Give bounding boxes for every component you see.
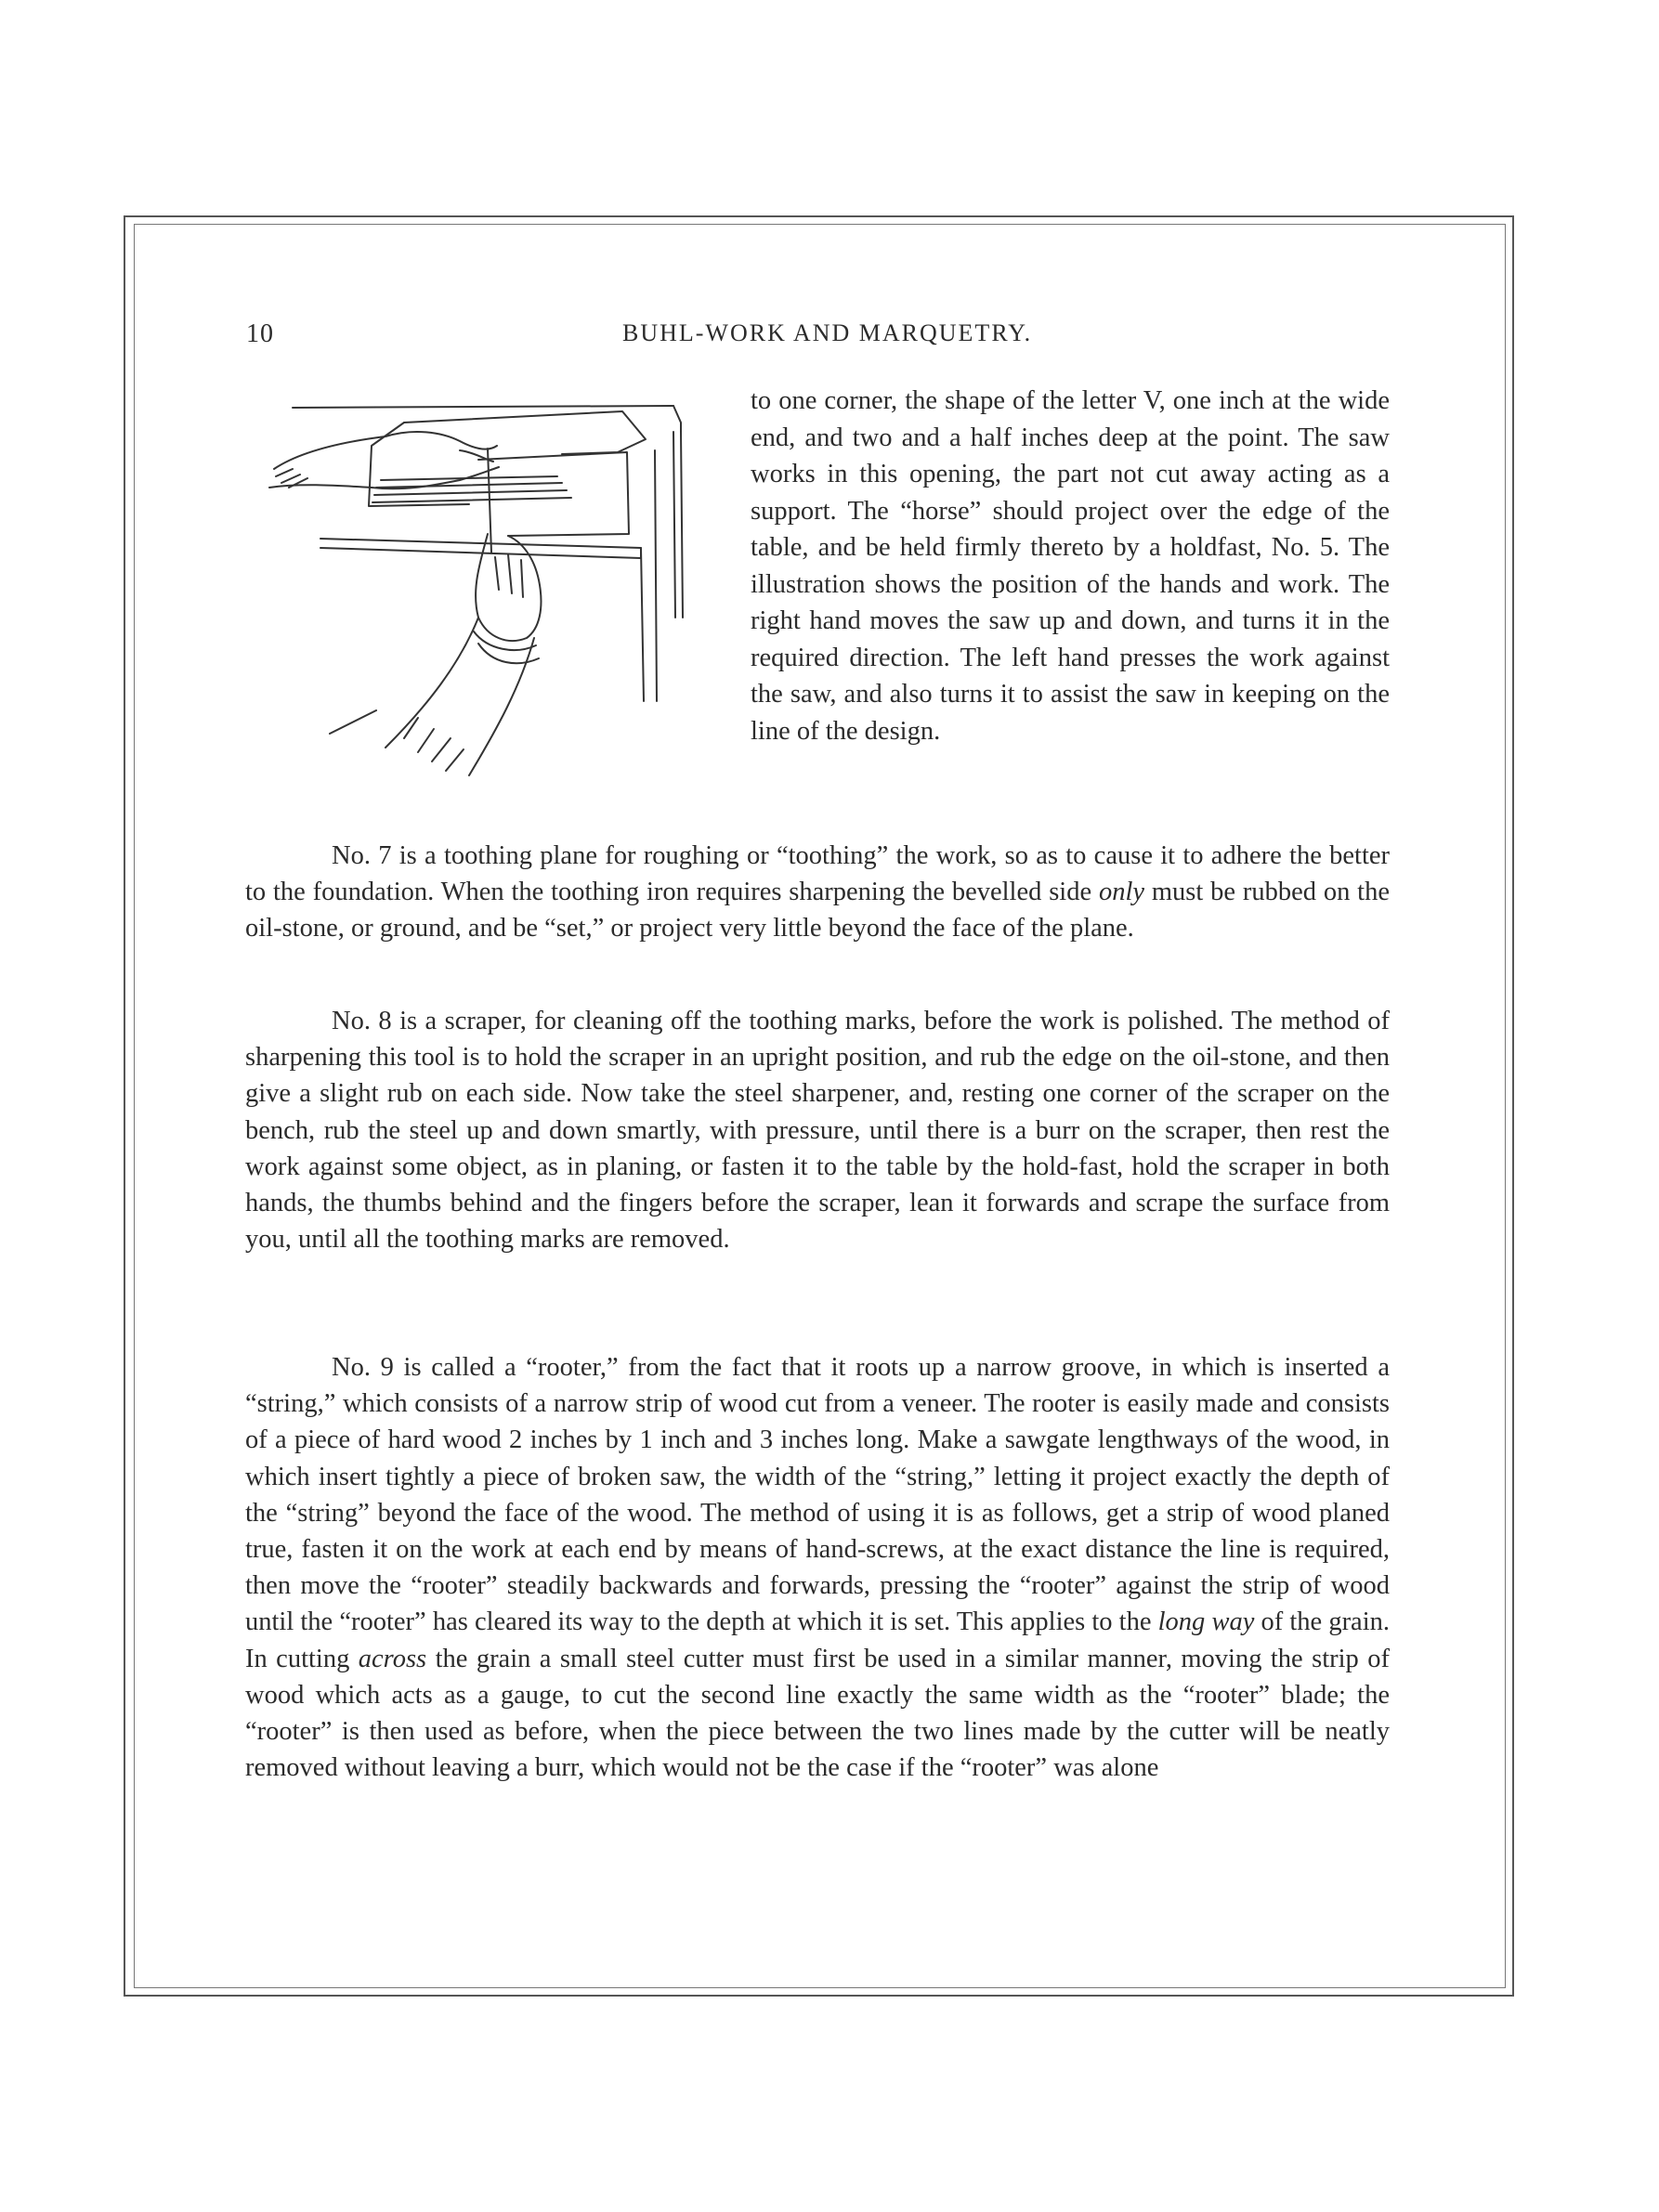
emphasis-text: long way bbox=[1157, 1607, 1255, 1637]
paragraph-scraper: No. 8 is a scraper, for cleaning off the toothing marks, before the work is polished. The method of sharpening this tool is to hold the scraper in an upright position, and rub the edge on the oil-stone, and then give a slight rub on each side. Now take the steel sharpener, and, resting one corner of the scraper on the bench, rub the steel up and down smartly, with pressure, until there is a burr on the scraper, then rest the work against some object, as in planing, or fasten it to the table by the hold-fast, hold the scraper in both hands, the thumbs behind and the fingers before the scraper, lean it forwards and scrape the surface from you, until all the toothing marks are removed. bbox=[245, 1007, 1390, 1255]
emphasis-text: only bbox=[1098, 878, 1145, 907]
fretsaw-horse-illustration-icon bbox=[265, 395, 701, 803]
paragraph-text: must be rubbed on the oil-stone, or ground, and be “set,” or project very little beyond the face of the plane. bbox=[245, 878, 1390, 943]
emphasis-text: across bbox=[358, 1644, 427, 1673]
paragraph-text: No. 7 is a toothing plane for roughing or “toothing” the work, so as to cause it to adhere the better to the foundation. When the toothing iron requires sharpening the bevelled side bbox=[245, 841, 1390, 907]
intro-text: to one corner, the shape of the letter V, one inch at the wide end, and two and a half inches deep at the point. The saw works in this opening, the part not cut away acting as a support. The “horse” should project over the edge of the table, and be held firmly thereto by a holdfast, No. 5. The illustration shows the position of the hands and work. The right hand moves the saw up and down, and turns it in the required direction. The left hand presses the work against the saw, and also turns it to assist the saw in keeping on the line of the design. bbox=[751, 386, 1390, 746]
paragraph-text: No. 9 is called a “rooter,” from the fact that it roots up a narrow groove, in which is inserted a “string,” which consists of a narrow strip of wood cut from a veneer. The rooter is easily made and consists of a piece of hard wood 2 inches by 1 inch and 3 inches long. Make a sawgate lengthways of the wood, in which insert tightly a piece of broken saw, the width of the “string,” letting it project exactly the depth of the “string” beyond the face of the wood. The method of using it is as follows, get a strip of wood planed true, fasten it on the work at each end by means of hand-screws, at the exact distance the line is required, then move the “rooter” steadily backwards and forwards, pressing the “rooter” against the strip of wood until the “rooter” has cleared its way to the depth at which it is set. This applies to the bbox=[245, 1353, 1390, 1637]
running-head: BUHL-WORK AND MARQUETRY. bbox=[622, 319, 1033, 346]
paragraph-rooter bbox=[245, 1349, 1390, 1786]
paragraph-text: the grain a small steel cutter must first be used in a similar manner, moving the strip of wood which acts as a gauge, to cut the second line exactly the same width as the “rooter” blade; the “rooter” is then used as before, when the piece between the two lines made by the cutter will be neatly removed without leaving a burr, which would not be the case if the “rooter” was alone bbox=[245, 1644, 1390, 1783]
paragraph-text: of the grain. In cutting bbox=[245, 1607, 1391, 1673]
page-number: 10 bbox=[246, 319, 274, 348]
paragraph-toothing-plane bbox=[245, 838, 1390, 947]
